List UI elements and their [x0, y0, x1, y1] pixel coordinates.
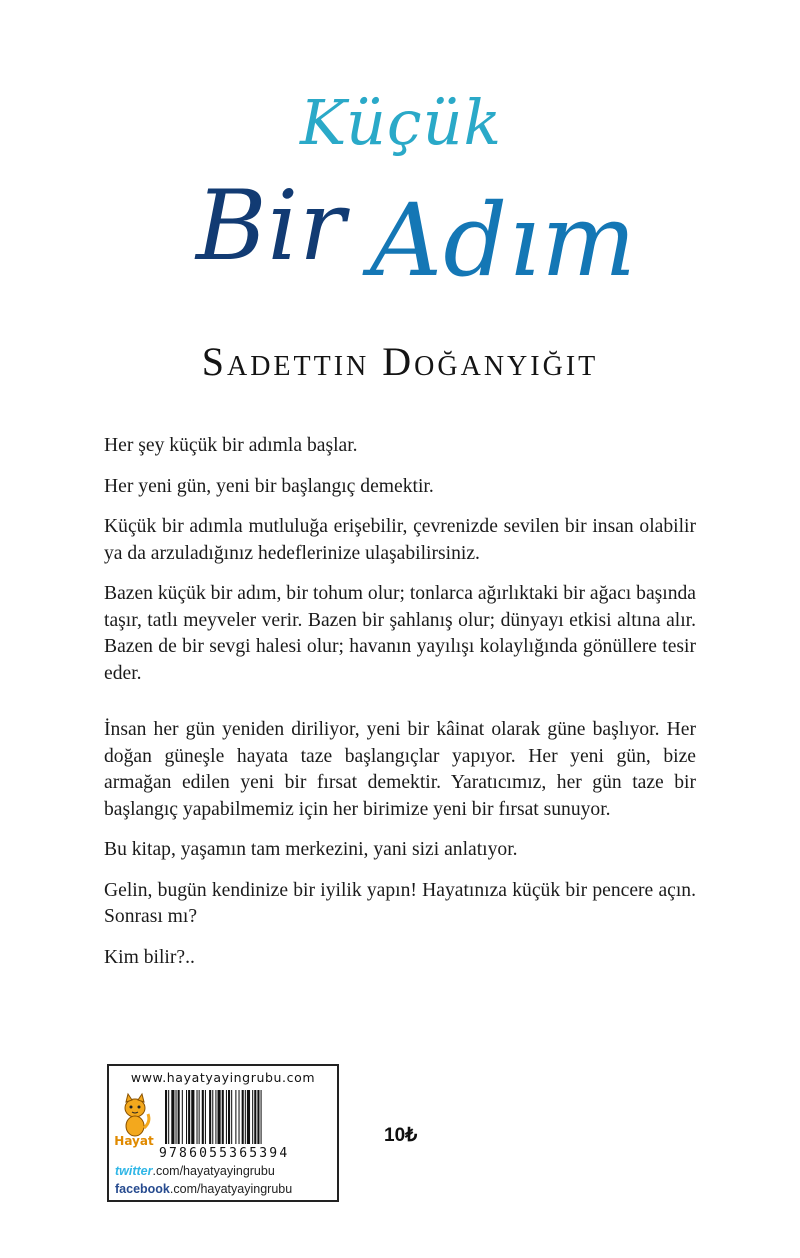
- twitter-handle: twitter.com/hayatyayingrubu: [115, 1164, 275, 1178]
- paragraph: Her şey küçük bir adımla başlar.: [104, 435, 358, 456]
- facebook-handle: facebook.com/hayatyayingrubu: [115, 1182, 293, 1196]
- book-title: [0, 0, 800, 340]
- paragraph: Bu kitap, yaşamın tam merkezini, yani sizi anlatıyor.: [104, 839, 518, 860]
- barcode-box: [107, 1064, 339, 1202]
- twitter-brand-icon: twitter: [115, 1164, 153, 1178]
- paragraph: Her yeni gün, yeni bir başlangıç demektir.: [104, 475, 434, 497]
- facebook-brand-icon: facebook: [115, 1182, 170, 1196]
- paragraph: İnsan her gün yeniden diriliyor, yeni bir kâinat olarak güne başlıyor. Her doğan güneşle hayata taze başlangıçlar yapıyor. Her yeni gün, bize armağan edilen yeni bir fırsat demektir. Yaratıcımız, her gün taze bir başlangıç yapabilmemiz için her birimize yeni bir fırsat sunuyor.: [104, 719, 696, 820]
- author-name: Sadettin Doğanyiğit: [201, 339, 599, 384]
- title-kucuk: Küçük: [300, 86, 503, 159]
- barcode: [165, 1090, 331, 1144]
- title-adim: Adım: [370, 182, 638, 299]
- title-bir: Bir: [196, 170, 347, 282]
- paragraph: Bazen küçük bir adım, bir tohum olur; tonlarca ağırlıktaki bir ağacı başında taşır, tatlı meyveler verir. Bazen bir şahlanış olur; dünyayı etkisi altına alır. Bazen de bir sevgi halesi olur; havanın yayılışı kolaylığında gönüllere tesir eder.: [104, 583, 696, 684]
- paragraph: Küçük bir adımla mutluluğa erişebilir, çevrenizde sevilen bir insan olabilir ya da arzuladığınız hedeflerinize ulaşabilirsiniz.: [104, 516, 696, 564]
- paragraph: Kim bilir?..: [104, 946, 195, 968]
- isbn-number: 9786055365394: [159, 1146, 290, 1161]
- publisher-logo-text: Hayat: [114, 1134, 154, 1148]
- price-label: 10₺: [384, 1125, 418, 1146]
- paragraph: Gelin, bugün kendinize bir iyilik yapın! Hayatınıza küçük bir pencere açın. Sonrası mı?: [104, 879, 696, 927]
- back-cover-text: [104, 433, 696, 985]
- publisher-website: www.hayatyayingrubu.com: [130, 1070, 316, 1085]
